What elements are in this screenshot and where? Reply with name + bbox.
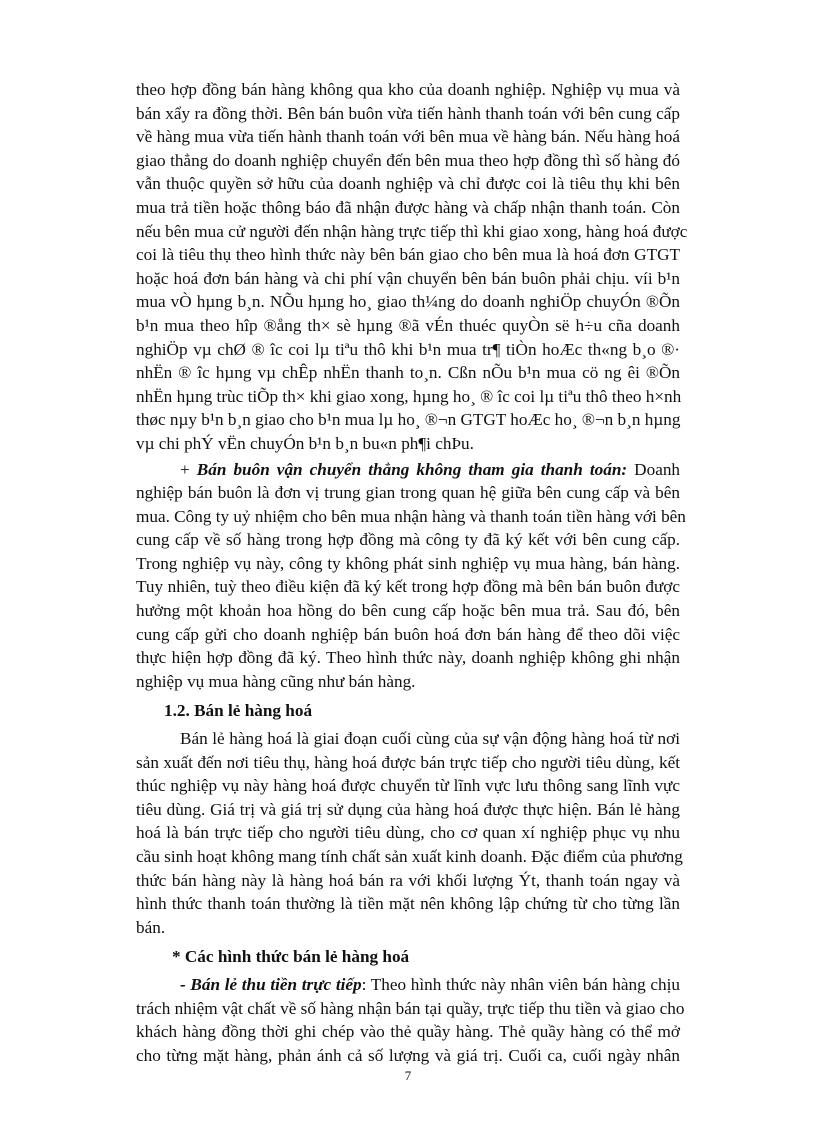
text-line: Bán lẻ hàng hoá là giai đoạn cuối cùng của sự vận động hàng hoá từ nơi bbox=[180, 729, 680, 749]
text-line: Tuy nhiên, tuỳ theo điều kiện đã ký kết trong hợp đồng mà bên bán buôn được bbox=[136, 577, 680, 597]
text-line: hoặc hoá đơn bán hàng và chi phí vận chuyển bên bán buôn phải chịu. víi b¹n bbox=[136, 268, 680, 288]
text-line: vẫn thuộc quyền sở hữu của doanh nghiệp và chỉ được coi là tiêu thụ khi bên bbox=[136, 174, 680, 194]
text-line: cầu sinh hoạt không mang tính chất sản xuất kinh doanh. Đặc điểm của phương bbox=[136, 847, 683, 866]
text-line: mua trả tiền hoặc thông báo đã nhận được hàng và chấp nhận thanh toán. Còn bbox=[136, 197, 680, 217]
text-line: nhËn ® îc hµng vµ chÊp nhËn thanh to¸n. Cßn nÕu b¹n mua cö ng êi ®Õn bbox=[136, 363, 680, 383]
text-line: hưởng một khoản hoa hồng do bên cung cấp hoặc bên mua trả. Sau đó, bên bbox=[136, 601, 680, 621]
text-line: cung cấp gửi cho doanh nghiệp bán buôn hoá đơn bán hàng để theo dõi việc bbox=[136, 624, 680, 644]
text-line: thực hiện hợp đồng đã ký. Theo hình thức này, doanh nghiệp không ghi nhận bbox=[136, 648, 680, 668]
subsection-title: Bán buôn vận chuyển thẳng không tham gia thanh toán: bbox=[196, 459, 628, 479]
bullet-plus: + bbox=[180, 459, 197, 479]
list-heading: * Các hình thức bán lẻ hàng hoá bbox=[172, 947, 410, 967]
text-line: hoá là bán trực tiếp cho người tiêu dùng, cho cơ quan xí nghiệp phục vụ nhu bbox=[136, 823, 680, 843]
text-line: về hàng mua vừa tiến hành thanh toán với bên mua về hàng bán. Nếu hàng hoá bbox=[136, 127, 680, 147]
text-line: vµ chi phÝ vËn chuyÓn b¹n b¸n bu«n ph¶i chÞu. bbox=[136, 433, 474, 453]
text-line: bán xẩy ra đồng thời. Bên bán buôn vừa tiến hành thanh toán với bên cung cấp bbox=[136, 103, 680, 123]
text-line: coi là tiêu thụ theo hình thức này bên bán giao cho bên mua là hoá đơn GTGT bbox=[136, 245, 680, 265]
subsection-title: - Bán lẻ thu tiền trực tiếp bbox=[180, 974, 362, 994]
text-run: Doanh bbox=[627, 459, 681, 479]
text-line: b¹n mua theo hîp ®ång th× sè hµng ®ã vÉn thuéc quyÒn së h÷u cña doanh bbox=[136, 315, 680, 335]
text-line: theo hợp đồng bán hàng không qua kho của doanh nghiệp. Nghiệp vụ mua và bbox=[136, 80, 680, 99]
page-number: 7 bbox=[404, 1068, 412, 1083]
text-line: khách hàng đồng thời ghi chép vào thẻ quầy hàng. Thẻ quầy hàng có thể mở bbox=[136, 1022, 680, 1042]
text-line: cung cấp về số hàng trong hợp đồng mà công ty đã ký kết với bên cung cấp. bbox=[136, 530, 680, 550]
text-run: : Theo hình thức này nhân viên bán hàng chịu bbox=[361, 974, 680, 994]
text-line: mua vÒ hµng b¸n. NÕu hµng ho¸ giao th¼ng do doanh nghiÖp chuyÓn ®Õn bbox=[136, 292, 680, 312]
text-line bbox=[136, 973, 680, 997]
text-line: Trong nghiệp vụ này, công ty không phát sinh nghiệp vụ mua hàng, bán hàng. bbox=[136, 553, 680, 573]
text-line: thức bán hàng này là hàng hoá bán ra với khối lượng Ýt, thanh toán ngay và bbox=[136, 870, 680, 890]
text-line bbox=[136, 458, 680, 482]
text-line: nghiệp vụ mua hàng cũng như bán hàng. bbox=[136, 671, 416, 691]
text-line: thúc nghiệp vụ này hàng hoá được chuyển từ lĩnh vực lưu thông sang lĩnh vực bbox=[136, 776, 680, 796]
text-line: trách nhiệm vật chất về số hàng nhận bán tại quầy, trực tiếp thu tiền và giao cho bbox=[136, 998, 685, 1018]
text-line: sản xuất đến nơi tiêu thụ, hàng hoá được bán trực tiếp cho người tiêu dùng, kết bbox=[136, 752, 680, 772]
text-line: hình thức thanh toán thường là tiền mặt nên không lập chứng từ cho từng lần bbox=[136, 894, 680, 914]
paragraph-4 bbox=[136, 973, 685, 1067]
document-page bbox=[136, 78, 688, 1067]
paragraph-3 bbox=[136, 727, 683, 939]
text-line: nếu bên mua cử người đến nhận hàng trực tiếp thì khi giao xong, hàng hoá được bbox=[136, 221, 688, 241]
text-line: thøc nµy b¹n b¸n giao cho b¹n mua lµ ho¸ ®¬n GTGT hoÆc ho¸ ®¬n b¸n hµng bbox=[136, 410, 681, 430]
text-line: cho từng mặt hàng, phản ánh cả số lượng và giá trị. Cuối ca, cuối ngày nhân bbox=[136, 1045, 680, 1065]
paragraph-1 bbox=[136, 78, 688, 456]
text-line: mua. Công ty uỷ nhiệm cho bên mua nhận hàng và thanh toán tiền hàng với bên bbox=[136, 506, 686, 526]
paragraph-2 bbox=[136, 458, 686, 694]
text-line: nhËn hµng trùc tiÕp th× khi giao xong, hµng ho¸ ® îc coi lµ tiªu thô theo h×nh bbox=[136, 386, 682, 406]
text-line: bán. bbox=[136, 917, 166, 937]
text-line: nghiÖp vµ chØ ® îc coi lµ tiªu thô khi b¹n mua tr¶ tiÒn hoÆc th«ng b¸o ®· bbox=[136, 339, 680, 359]
text-line: nghiệp bán buôn là đơn vị trung gian trong quan hệ giữa bên cung cấp và bên bbox=[136, 483, 680, 503]
text-line: giao thẳng do doanh nghiệp chuyển đến bên mua theo hợp đồng thì số hàng đó bbox=[136, 150, 680, 170]
section-heading: 1.2. Bán lẻ hàng hoá bbox=[164, 701, 313, 721]
text-line: tiêu dùng. Giá trị và giá trị sử dụng của hàng hoá được thực hiện. Bán lẻ hàng bbox=[136, 799, 680, 819]
